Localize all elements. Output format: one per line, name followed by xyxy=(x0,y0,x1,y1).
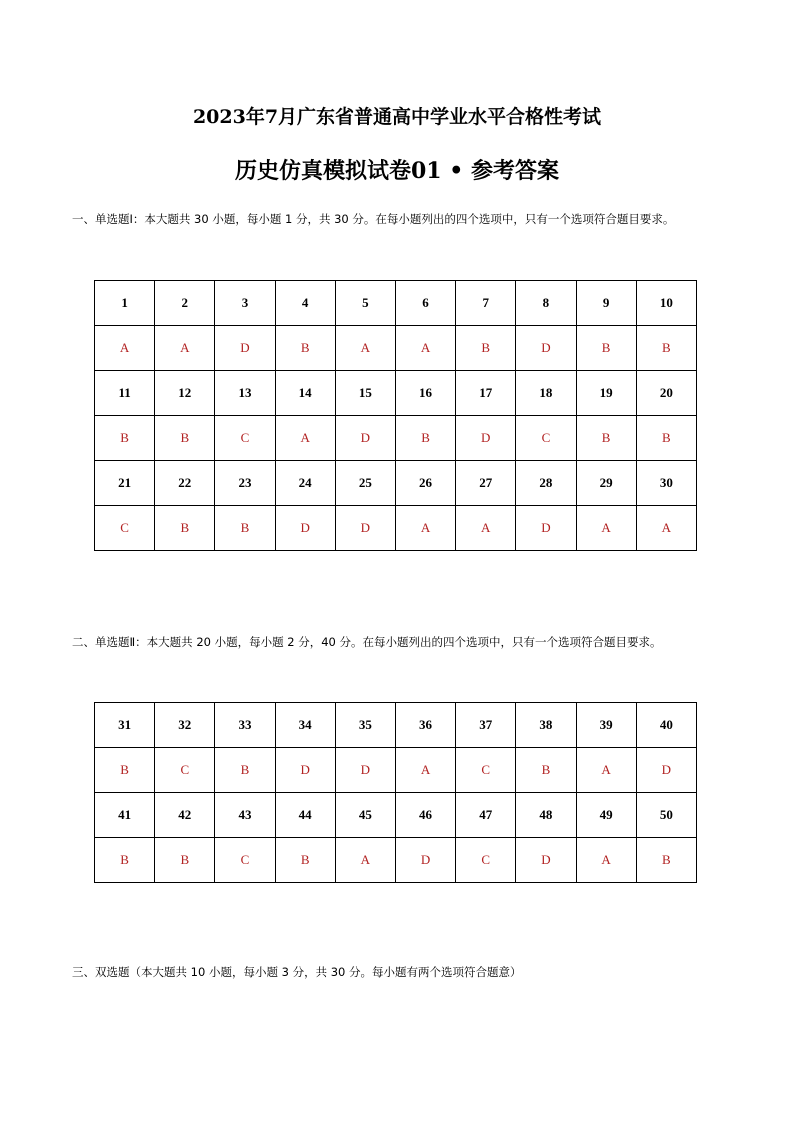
answer-cell: B xyxy=(636,838,696,883)
question-number: 16 xyxy=(395,371,455,416)
answer-cell: D xyxy=(516,506,576,551)
question-number: 22 xyxy=(155,461,215,506)
question-number: 35 xyxy=(335,703,395,748)
answer-cell: C xyxy=(456,838,516,883)
question-number: 49 xyxy=(576,793,636,838)
answer-cell: B xyxy=(275,838,335,883)
answer-cell: C xyxy=(456,748,516,793)
answer-cell: B xyxy=(636,326,696,371)
answer-cell: B xyxy=(636,416,696,461)
answer-cell: D xyxy=(516,326,576,371)
answer-cell: B xyxy=(395,416,455,461)
question-number: 6 xyxy=(395,281,455,326)
answer-cell: A xyxy=(456,506,516,551)
answer-cell: D xyxy=(335,416,395,461)
question-number: 15 xyxy=(335,371,395,416)
answer-cell: A xyxy=(576,838,636,883)
page-subtitle: 历史仿真模拟试卷01 • 参考答案 xyxy=(235,158,559,184)
question-number: 26 xyxy=(395,461,455,506)
question-number: 21 xyxy=(95,461,155,506)
answer-row xyxy=(95,748,697,793)
question-number: 30 xyxy=(636,461,696,506)
question-number: 23 xyxy=(215,461,275,506)
answer-cell: A xyxy=(636,506,696,551)
number-row xyxy=(95,793,697,838)
answer-cell: A xyxy=(155,326,215,371)
answer-cell: A xyxy=(576,748,636,793)
question-number: 3 xyxy=(215,281,275,326)
question-number: 7 xyxy=(456,281,516,326)
question-number: 44 xyxy=(275,793,335,838)
question-number: 11 xyxy=(95,371,155,416)
question-number: 9 xyxy=(576,281,636,326)
question-number: 46 xyxy=(395,793,455,838)
answer-cell: A xyxy=(95,326,155,371)
question-number: 14 xyxy=(275,371,335,416)
question-number: 36 xyxy=(395,703,455,748)
answer-cell: A xyxy=(335,326,395,371)
answer-row xyxy=(95,416,697,461)
answer-cell: C xyxy=(215,416,275,461)
answer-cell: B xyxy=(516,748,576,793)
question-number: 33 xyxy=(215,703,275,748)
number-row xyxy=(95,281,697,326)
answer-cell: D xyxy=(275,748,335,793)
question-number: 12 xyxy=(155,371,215,416)
question-number: 19 xyxy=(576,371,636,416)
question-number: 39 xyxy=(576,703,636,748)
number-row xyxy=(95,461,697,506)
question-number: 34 xyxy=(275,703,335,748)
answer-cell: A xyxy=(335,838,395,883)
answer-cell: A xyxy=(395,506,455,551)
question-number: 28 xyxy=(516,461,576,506)
answer-cell: C xyxy=(516,416,576,461)
answer-cell: D xyxy=(335,748,395,793)
question-number: 40 xyxy=(636,703,696,748)
question-number: 32 xyxy=(155,703,215,748)
question-number: 42 xyxy=(155,793,215,838)
answer-row xyxy=(95,838,697,883)
answer-cell: C xyxy=(215,838,275,883)
number-row xyxy=(95,371,697,416)
answer-cell: D xyxy=(456,416,516,461)
question-number: 10 xyxy=(636,281,696,326)
answer-cell: B xyxy=(95,838,155,883)
question-number: 38 xyxy=(516,703,576,748)
answer-cell: B xyxy=(155,506,215,551)
answer-cell: B xyxy=(215,506,275,551)
question-number: 1 xyxy=(95,281,155,326)
question-number: 8 xyxy=(516,281,576,326)
answer-cell: A xyxy=(395,748,455,793)
question-number: 20 xyxy=(636,371,696,416)
question-number: 17 xyxy=(456,371,516,416)
question-number: 50 xyxy=(636,793,696,838)
question-number: 2 xyxy=(155,281,215,326)
section-1-instructions: 一、单选题Ⅰ：本大题共 30 小题，每小题 1 分，共 30 分。在每小题列出的四个选项中，只有一个选项符合题目要求。 xyxy=(72,212,675,226)
section-3-instructions: 三、双选题（本大题共 10 小题，每小题 3 分，共 30 分。每小题有两个选项符合题意） xyxy=(72,965,522,979)
answer-cell: D xyxy=(335,506,395,551)
question-number: 45 xyxy=(335,793,395,838)
question-number: 47 xyxy=(456,793,516,838)
question-number: 31 xyxy=(95,703,155,748)
answer-cell: D xyxy=(636,748,696,793)
answer-cell: A xyxy=(395,326,455,371)
answer-cell: B xyxy=(95,748,155,793)
answer-cell: B xyxy=(576,326,636,371)
answer-cell: B xyxy=(456,326,516,371)
answer-cell: A xyxy=(576,506,636,551)
question-number: 25 xyxy=(335,461,395,506)
answer-cell: B xyxy=(155,416,215,461)
answer-cell: D xyxy=(215,326,275,371)
answer-cell: D xyxy=(516,838,576,883)
section-2-instructions: 二、单选题Ⅱ：本大题共 20 小题，每小题 2 分，40 分。在每小题列出的四个选项中，只有一个选项符合题目要求。 xyxy=(72,635,662,649)
question-number: 29 xyxy=(576,461,636,506)
question-number: 27 xyxy=(456,461,516,506)
question-number: 13 xyxy=(215,371,275,416)
question-number: 24 xyxy=(275,461,335,506)
answer-cell: B xyxy=(275,326,335,371)
page-title: 2023年7月广东省普通高中学业水平合格性考试 xyxy=(192,106,602,128)
answer-row xyxy=(95,326,697,371)
answer-table-section-1 xyxy=(94,280,697,551)
answer-cell: B xyxy=(155,838,215,883)
answer-table-section-2 xyxy=(94,702,697,883)
question-number: 43 xyxy=(215,793,275,838)
question-number: 5 xyxy=(335,281,395,326)
question-number: 4 xyxy=(275,281,335,326)
answer-cell: C xyxy=(155,748,215,793)
answer-cell: D xyxy=(395,838,455,883)
question-number: 37 xyxy=(456,703,516,748)
number-row xyxy=(95,703,697,748)
question-number: 18 xyxy=(516,371,576,416)
question-number: 48 xyxy=(516,793,576,838)
question-number: 41 xyxy=(95,793,155,838)
answer-row xyxy=(95,506,697,551)
answer-cell: B xyxy=(95,416,155,461)
answer-cell: B xyxy=(215,748,275,793)
answer-cell: B xyxy=(576,416,636,461)
answer-cell: D xyxy=(275,506,335,551)
answer-cell: A xyxy=(275,416,335,461)
answer-cell: C xyxy=(95,506,155,551)
